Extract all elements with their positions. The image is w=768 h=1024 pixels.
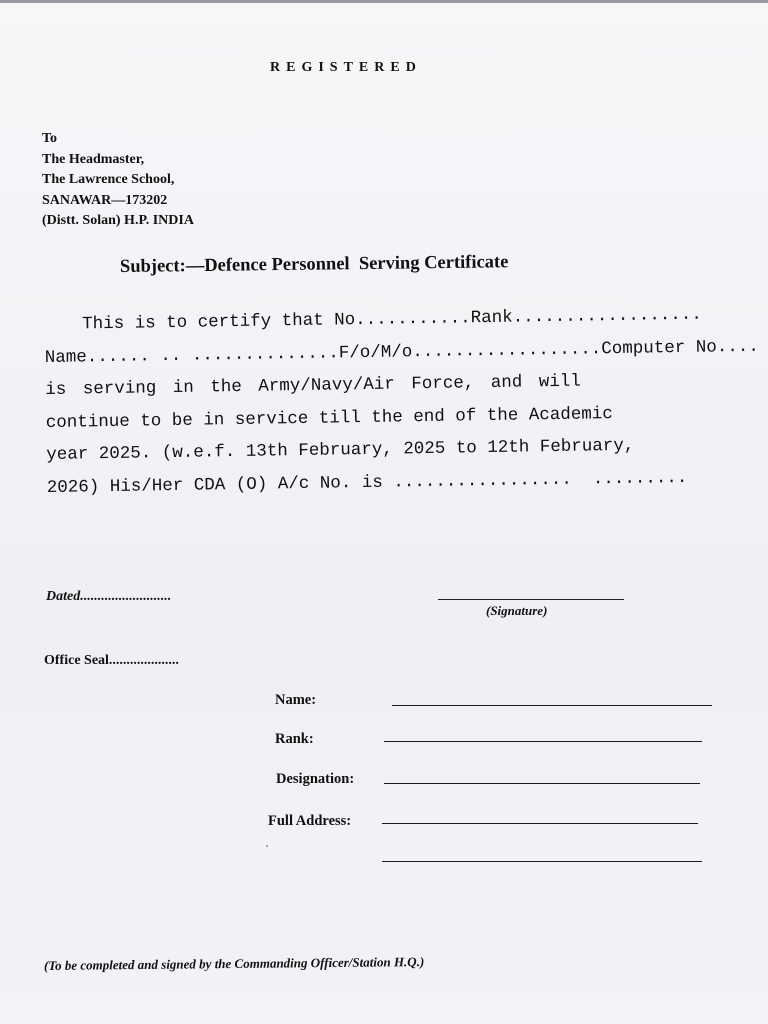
signature-caption: (Signature) bbox=[486, 603, 548, 618]
address-line-3: SANAWAR—173202 bbox=[42, 192, 168, 208]
body-line-5: year 2025. (w.e.f. 13th February, 2025 to 12th February, bbox=[46, 435, 635, 465]
signature-line bbox=[438, 599, 624, 600]
recipient-address bbox=[42, 129, 194, 232]
body-line-6: 2026) His/Her CDA (O) A/c No. is ................. ......... bbox=[46, 467, 688, 498]
body-line-4: continue to be in service till the end of the Academic bbox=[45, 403, 613, 433]
rank-line bbox=[384, 741, 702, 742]
address-line-1: The Headmaster, bbox=[42, 151, 145, 167]
address-to: To bbox=[42, 131, 58, 146]
full-address-label: Full Address: bbox=[268, 813, 352, 829]
office-seal-field: Office Seal.................... bbox=[44, 653, 179, 668]
dated-field: Dated.......................... bbox=[46, 589, 172, 604]
address-line-2: The Lawrence School, bbox=[42, 172, 175, 187]
name-line bbox=[392, 705, 712, 706]
page-top-edge bbox=[0, 0, 768, 3]
footnote: (To be completed and signed by the Commanding Officer/Station H.Q.) bbox=[43, 954, 425, 973]
full-address-line-2 bbox=[382, 861, 702, 862]
paper-speck bbox=[266, 845, 268, 847]
designation-line bbox=[384, 783, 700, 784]
registered-heading: REGISTERED bbox=[270, 60, 422, 75]
designation-label: Designation: bbox=[276, 771, 355, 787]
body-line-1: This is to certify that No...........Rank.................. bbox=[82, 304, 702, 335]
body-line-3: is serving in the Army/Navy/Air Force, and will bbox=[45, 371, 581, 400]
certificate-body bbox=[44, 299, 759, 505]
address-line-4: (Distt. Solan) H.P. INDIA bbox=[42, 213, 194, 228]
rank-label: Rank: bbox=[275, 731, 314, 747]
subject-line: Subject:—Defence Personnel Serving Certificate bbox=[119, 252, 509, 277]
body-line-2: Name...... .. ..............F/o/M/o..................Computer No.... bbox=[44, 336, 759, 368]
full-address-line-1 bbox=[382, 823, 698, 824]
name-label: Name: bbox=[275, 692, 317, 708]
